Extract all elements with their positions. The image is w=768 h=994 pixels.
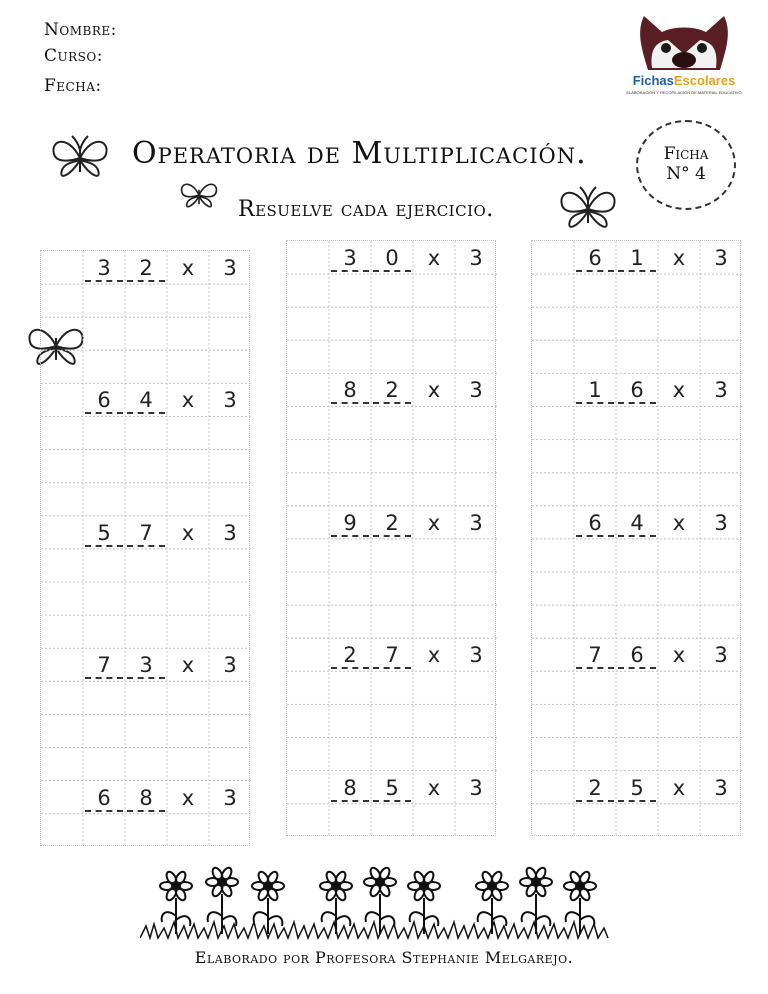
flower-icon: [320, 870, 352, 934]
multiply-sign: [658, 506, 700, 540]
fecha-label: Fecha:: [44, 76, 102, 96]
butterfly-icon: [48, 130, 112, 186]
multiply-sign: [658, 638, 700, 672]
tens-digit: [83, 251, 125, 285]
flower-icon: [206, 866, 238, 934]
multiply-sign-text: x: [181, 520, 195, 545]
flower-icon: [160, 870, 192, 934]
exercise-row: [574, 241, 742, 275]
answer-underline: [85, 810, 123, 812]
multiplier-text: 3: [714, 775, 728, 800]
units-digit: [125, 516, 167, 550]
tens-digit: [329, 241, 371, 275]
multiply-sign-text: x: [181, 256, 195, 280]
exercise-row: [574, 638, 742, 672]
tens-digit: [574, 373, 616, 407]
multiplier: [700, 506, 742, 540]
multiply-sign-text: x: [427, 643, 441, 668]
tens-digit: [329, 506, 371, 540]
multiplier-text: 3: [469, 510, 483, 535]
multiplier-text: 3: [714, 510, 728, 535]
exercise-row: [83, 383, 251, 417]
multiply-sign: [658, 771, 700, 805]
multiply-sign-text: x: [427, 246, 441, 270]
units-digit: [125, 781, 167, 815]
answer-underline: [373, 800, 411, 802]
multiplier: [209, 781, 251, 815]
multiply-sign-text: x: [672, 378, 686, 403]
answer-underline: [127, 810, 165, 812]
exercise-row: [329, 638, 497, 672]
units-digit: [371, 638, 413, 672]
answer-underline: [373, 270, 411, 272]
units-digit-text: 2: [139, 256, 153, 280]
multiply-sign: [167, 648, 209, 682]
flower-icon: [520, 866, 552, 934]
units-digit-text: 4: [139, 388, 153, 413]
tens-digit-text: 3: [343, 246, 357, 270]
logo-text-part2: Escolares: [673, 73, 736, 88]
multiplier-text: 3: [223, 256, 237, 280]
multiplier-text: 3: [469, 378, 483, 403]
multiply-sign: [413, 771, 455, 805]
multiplier-text: 3: [469, 643, 483, 668]
multiply-sign: [167, 781, 209, 815]
answer-underline: [576, 800, 614, 802]
answer-underline: [618, 667, 656, 669]
tens-digit-text: 9: [343, 510, 357, 535]
multiply-sign: [413, 241, 455, 275]
tens-digit: [329, 373, 371, 407]
tens-digit-text: 2: [343, 643, 357, 668]
multiplier-text: 3: [223, 388, 237, 413]
multiply-sign: [658, 373, 700, 407]
units-digit-text: 7: [139, 520, 153, 545]
answer-underline: [618, 800, 656, 802]
units-digit: [616, 241, 658, 275]
curso-label: Curso:: [44, 46, 103, 66]
dog-logo-icon: [622, 10, 746, 76]
units-digit-text: 5: [630, 775, 644, 800]
tens-digit: [83, 516, 125, 550]
units-digit: [371, 241, 413, 275]
tens-digit-text: 6: [588, 246, 602, 270]
exercise-row: [329, 771, 497, 805]
exercise-row: [329, 241, 497, 275]
tens-digit-text: 6: [97, 785, 111, 810]
exercise-row: [83, 516, 251, 550]
nombre-label: Nombre:: [44, 20, 117, 40]
units-digit-text: 1: [630, 246, 644, 270]
tens-digit: [83, 781, 125, 815]
multiplier: [455, 771, 497, 805]
units-digit-text: 5: [385, 775, 399, 800]
units-digit: [616, 373, 658, 407]
logo-subtitle: ELABORACIÓN Y RECOPILACIÓN DE MATERIAL EDUCATIVO: [626, 90, 742, 95]
tens-digit-text: 2: [588, 775, 602, 800]
tens-digit: [574, 638, 616, 672]
answer-underline: [85, 545, 123, 547]
flower-icon: [252, 870, 284, 934]
multiplier-text: 3: [714, 246, 728, 270]
multiplier: [455, 373, 497, 407]
units-digit-text: 6: [630, 378, 644, 403]
units-digit-text: 3: [139, 653, 153, 678]
multiply-sign-text: x: [427, 510, 441, 535]
multiply-sign-text: x: [672, 510, 686, 535]
answer-underline: [373, 535, 411, 537]
multiply-sign: [413, 638, 455, 672]
tens-digit-text: 3: [97, 256, 111, 280]
answer-underline: [618, 270, 656, 272]
multiplier: [209, 648, 251, 682]
units-digit: [616, 771, 658, 805]
multiplier: [209, 251, 251, 285]
answer-underline: [576, 402, 614, 404]
answer-underline: [618, 535, 656, 537]
tens-digit-text: 1: [588, 378, 602, 403]
fichas-escolares-logo: [622, 10, 746, 102]
tens-digit-text: 6: [588, 510, 602, 535]
multiplier: [455, 506, 497, 540]
multiplier: [700, 241, 742, 275]
answer-underline: [331, 800, 369, 802]
tens-digit: [574, 771, 616, 805]
answer-underline: [331, 402, 369, 404]
tens-digit-text: 7: [97, 653, 111, 678]
multiplier-text: 3: [469, 246, 483, 270]
answer-underline: [127, 280, 165, 282]
multiplier: [700, 771, 742, 805]
exercise-row: [329, 506, 497, 540]
answer-underline: [127, 545, 165, 547]
multiplier: [455, 241, 497, 275]
multiplier: [209, 516, 251, 550]
answer-underline: [373, 402, 411, 404]
tens-digit-text: 5: [97, 520, 111, 545]
units-digit: [616, 506, 658, 540]
multiplier: [700, 373, 742, 407]
answer-underline: [85, 677, 123, 679]
flower-icon: [476, 870, 508, 934]
multiply-sign-text: x: [672, 246, 686, 270]
units-digit-text: 2: [385, 378, 399, 403]
multiplier: [700, 638, 742, 672]
multiplier-text: 3: [223, 653, 237, 678]
exercise-grid-column-1: [40, 250, 250, 846]
multiply-sign: [413, 506, 455, 540]
answer-underline: [127, 677, 165, 679]
multiplier: [209, 383, 251, 417]
flower-border: [140, 864, 610, 940]
multiply-sign-text: x: [181, 388, 195, 413]
tens-digit-text: 8: [343, 775, 357, 800]
multiplier-text: 3: [469, 775, 483, 800]
logo-text-part1: Fichas: [632, 73, 674, 88]
units-digit-text: 4: [630, 510, 644, 535]
multiplier-text: 3: [714, 643, 728, 668]
answer-underline: [127, 412, 165, 414]
multiplier-text: 3: [714, 378, 728, 403]
units-digit-text: 8: [139, 785, 153, 810]
exercise-grid-column-2: [286, 240, 496, 836]
answer-underline: [576, 535, 614, 537]
answer-underline: [331, 270, 369, 272]
exercise-grid-column-3: [531, 240, 741, 836]
exercise-row: [83, 251, 251, 285]
multiply-sign-text: x: [427, 775, 441, 800]
flower-icon: [564, 870, 596, 934]
flower-icon: [364, 866, 396, 934]
multiply-sign: [658, 241, 700, 275]
multiplier: [455, 638, 497, 672]
units-digit: [616, 638, 658, 672]
tens-digit-text: 7: [588, 643, 602, 668]
logo-text: [622, 74, 746, 88]
units-digit-text: 7: [385, 643, 399, 668]
units-digit: [125, 648, 167, 682]
multiply-sign-text: x: [427, 378, 441, 403]
butterfly-icon: [178, 176, 220, 214]
page-title: Operatoria de Multiplicación.: [132, 136, 587, 171]
tens-digit: [574, 506, 616, 540]
author-credit: Elaborado por Profesora Stephanie Melgarejo.: [194, 948, 574, 967]
answer-underline: [85, 412, 123, 414]
ficha-badge-number: N° 4: [666, 164, 706, 184]
units-digit-text: 0: [385, 246, 399, 270]
multiply-sign: [167, 251, 209, 285]
tens-digit: [83, 648, 125, 682]
exercise-row: [83, 781, 251, 815]
multiply-sign-text: x: [181, 653, 195, 678]
answer-underline: [576, 667, 614, 669]
units-digit: [371, 506, 413, 540]
multiply-sign-text: x: [672, 775, 686, 800]
answer-underline: [85, 280, 123, 282]
units-digit: [371, 373, 413, 407]
units-digit: [125, 383, 167, 417]
multiply-sign: [167, 516, 209, 550]
answer-underline: [331, 535, 369, 537]
units-digit: [125, 251, 167, 285]
units-digit: [371, 771, 413, 805]
tens-digit: [329, 638, 371, 672]
ficha-badge-label: Ficha: [663, 144, 709, 164]
tens-digit: [574, 241, 616, 275]
ficha-badge: [636, 120, 736, 210]
multiply-sign: [413, 373, 455, 407]
page-subtitle: Resuelve cada ejercicio.: [238, 197, 494, 222]
multiplier-text: 3: [223, 520, 237, 545]
multiply-sign-text: x: [181, 785, 195, 810]
exercise-row: [574, 506, 742, 540]
answer-underline: [331, 667, 369, 669]
multiplier-text: 3: [223, 785, 237, 810]
exercise-row: [574, 373, 742, 407]
tens-digit: [329, 771, 371, 805]
answer-underline: [576, 270, 614, 272]
tens-digit-text: 6: [97, 388, 111, 413]
exercise-row: [83, 648, 251, 682]
answer-underline: [373, 667, 411, 669]
tens-digit: [83, 383, 125, 417]
exercise-row: [329, 373, 497, 407]
multiply-sign: [167, 383, 209, 417]
butterfly-icon: [556, 180, 620, 238]
units-digit-text: 2: [385, 510, 399, 535]
units-digit-text: 6: [630, 643, 644, 668]
multiply-sign-text: x: [672, 643, 686, 668]
exercise-row: [574, 771, 742, 805]
tens-digit-text: 8: [343, 378, 357, 403]
answer-underline: [618, 402, 656, 404]
